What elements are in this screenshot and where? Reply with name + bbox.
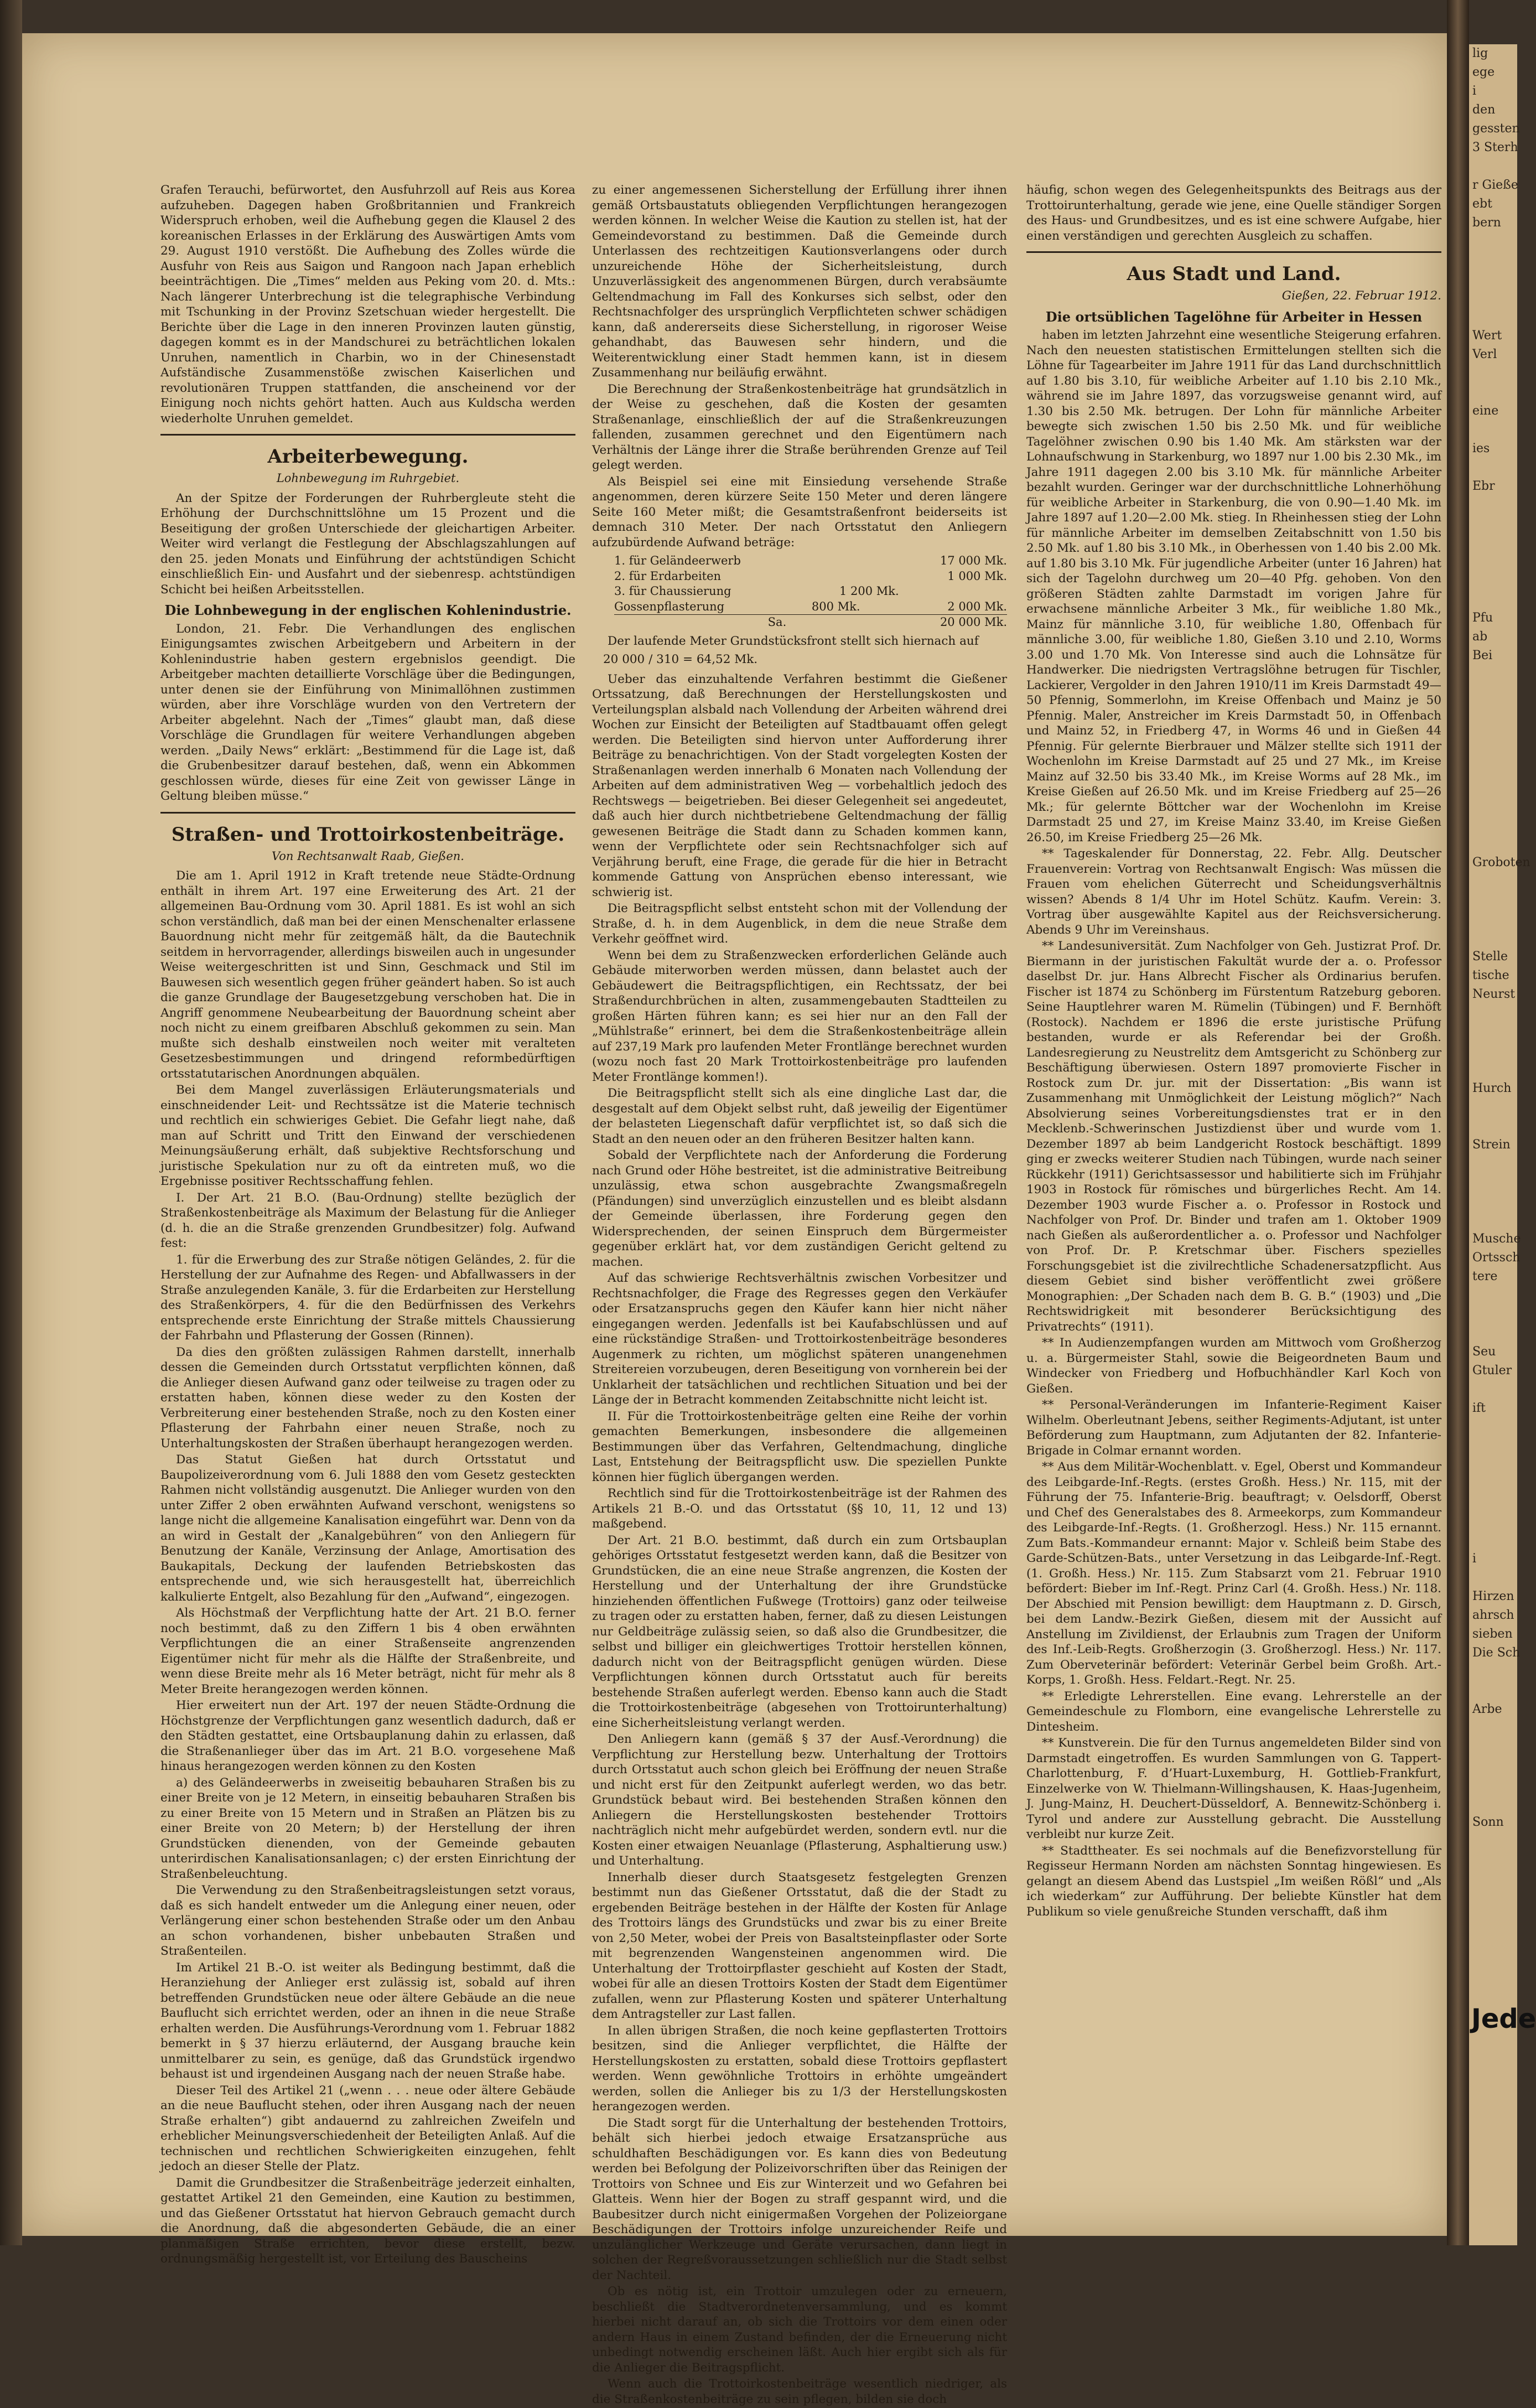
adjacent-page-line (1469, 816, 1517, 835)
paragraph-strassen-9: Im Artikel 21 B.-O. ist weiter als Bedingung bestimmt, daß die Heranziehung der Anlieger erst zulässig ist, sobald auf ihren betreffenden Grundstücken neue oder ältere Gebäude an die neue Bauflucht sich errichtet werden, oder an ihnen in die neue Straße erhalten werden. Die Ausführungs-Verordnung vom 1. Februar 1882 bemerkt in § 37 hierzu erläuternd, der Ausgang brauche kein unmittelbarer zu sein, es genüge, daß das Grundstück irgendwo behaust ist und irgendeinen Ausgang nach der neuen Straße habe. (160, 1960, 575, 2081)
adjacent-page-line: Seu (1472, 1345, 1496, 1359)
paragraph-grenzen: Innerhalb dieser durch Staatsgesetz festgelegten Grenzen bestimmt nun das Gießener Ortsstatut, daß die der Stadt zu ergebenden Beiträge bestehen in der Hälfte der Kosten für Anlage des Trottoirs längs des Grundstücks und zwar bis zu einer Breite von 2,50 Meter, wobei der Preis von Basaltsteinpflaster oder Sorte mit begrenzenden Wangensteinen angenommen wird. Die Unterhaltung der Trottoirpflaster geschieht auf Kosten der Stadt, wobei für alle an diesen Trottoirs Kosten der Stadt dem Eigentümer zufallen, wenn zur Pflasterung Kosten und späterer Unterhaltung dem Antragsteller zur Last fallen. (592, 1870, 1007, 2021)
paragraph-landesuniversitaet: ** Landesuniversität. Zum Nachfolger von Geh. Justizrat Prof. Dr. Biermann in der juristischen Fakultät wurde der a. o. Professor daselbst Dr. jur. Hans Albrecht Fischer als Ordinarius berufen. Fischer ist 1874 zu Schönberg im Fürstentum Ratzeburg geboren. Seine Hauptlehrer waren M. Rümelin (Tübingen) und F. Bernhöft (Rostock). Nachdem er 1896 die erste juristische Prüfung bestanden, wurde er als Referendar bei der Großh. Landesregierung zu Neustrelitz dem Amtsgericht zu Schönberg zur Beschäftigung überwiesen. Ostern 1897 promovierte Fischer in Rostock zum Dr. jur. mit der Dissertation: „Bis wann ist Zusammenhang mit Unmöglichkeit der Leistung möglich?“ Nach Absolvierung seines Vorbereitungsdienstes trat er in den Mecklenb.-Schwerinschen Justizdienst über und wurde vom 1. Dezember 1897 ab beim Landgericht Rostock beschäftigt. 1899 ging er zwecks weiterer Studien nach Tübingen, wurde nach seiner Rückkehr (1911) Gerichtsassessor und habilitierte sich im Frühjahr 1903 in Rostock für römisches und bürgerliches Recht. Am 14. Dezember 1903 wurde Fischer a. o. Professor in Rostock und Nachfolger von Prof. Dr. Binder und trafen am 1. Oktober 1909 nach Gießen als außerordentlicher a. o. Professor und Nachfolger von Prof. Dr. P. Kretschmar über. Fischers spezielles Forschungsgebiet ist die zivilrechtliche Schadenersatzpflicht. Aus diesem Gebiet sind bisher veröffentlicht zwei größere Monographien: „Der Schaden nach dem B. G. B.“ (1903) und „Die Rechtswidrigkeit mit besonderer Berücksichtigung des Privatrechts“ (1911). (1026, 939, 1441, 1334)
paragraph-china-news: Grafen Terauchi, befürwortet, den Ausfuhrzoll auf Reis aus Korea aufzuheben. Dagegen haben Großbritannien und Frankreich Widerspruch erhoben, weil die Aufhebung gegen die Klausel 2 des koreanischen Erlasses in der Erklärung des Auswärtigen Amts vom 29. August 1910 verstößt. Die Aufhebung des Zolles würde die Ausfuhr von Reis aus Saigon und Rangoon nach Japan erheblich beeinträchtigen. Die „Times“ melden aus Peking vom 20. d. Mts.: Nach längerer Unterbrechung ist die telegraphische Verbindung mit Tschunking in der Provinz Szetschuan wieder hergestellt. Die Berichte über die Lage in den inneren Provinzen lauten günstig, dagegen kommt es in der Mandschurei zu beträchtlichen lokalen Unruhen, namentlich in Charbin, wo in der Chinesenstadt Aufständische Zusammenstöße zwischen Kaiserlichen und revolutionären Truppen stattfanden, die anscheinend vor der Einigung noch nichts gehört hatten. Auch aus Kuldscha werden wiederholte Unruhen gemeldet. (160, 183, 575, 426)
paragraph-strassen-7: Hier erweitert nun der Art. 197 der neuen Städte-Ordnung die Höchstgrenze der Verpflichtungen ganz wesentlich dadurch, daß er den Städten gestattet, eine Ortsbauplanung dahin zu erlassen, daß die Straßenanlieger über das im Art. 21 B.O. vorgesehene Maß hinaus herangezogen werden können zu den Kosten (160, 1698, 575, 1773)
adjacent-page-line (1469, 1117, 1517, 1136)
adjacent-page-line: Wert (1472, 329, 1502, 343)
paragraph-beispiel: Als Beispiel sei eine mit Einsiedung versehende Straße angenommen, deren kürzere Seite 150 Meter und deren längere Seite 160 Meter mißt; die Gesamtstraßenfront beiderseits ist demnach 310 Meter. Der nach Ortsstatut den Anliegern aufzubürdende Aufwand beträge: (592, 474, 1007, 550)
adjacent-page-line (1469, 1098, 1517, 1117)
paragraph-kaution: zu einer angemessenen Sicherstellung der Erfüllung ihrer ihnen gemäß Ortsbaustatuts obliegenden Verpflichtungen herangezogen werden können. In welcher Weise die Kaution zu stellen ist, hat der Gemeindevorstand zu bestimmen. Daß die Gemeinde durch Unterlassen des rechtzeitigen Kautionsverlangens oder durch unzureichende Höhe der Sicherheitsleistung, durch Unzuverlässigkeit des angenommenen Bürgen, durch verabsäumte Geltendmachung im Fall des Konkurses sich selbst, oder den Rechtsnachfolger des ursprünglich Verpflichteten schwer schädigen kann, daß andererseits diese Sicherstellung, in rigoroser Weise gehandhabt, das Bauwesen sehr hindern, und die Weiterentwicklung einer Stadt hemmen kann, ist in diesem Zusammenhang nur beiläufig erwähnt. (592, 183, 1007, 380)
adjacent-page-line: Musche (1472, 1232, 1521, 1246)
adjacent-page-line: Ortssch (1472, 1251, 1521, 1265)
adjacent-page-line: ift (1472, 1401, 1486, 1415)
adjacent-page-line (1469, 1888, 1517, 1907)
adjacent-page-line: Ebr (1472, 479, 1495, 493)
adjacent-page-line (1469, 1512, 1517, 1531)
cost-value: 17 000 Mk. (940, 554, 1007, 567)
cost-total: 20 000 Mk. (940, 615, 1007, 629)
paragraph-strassen-1: Die am 1. April 1912 in Kraft tretende neue Städte-Ordnung enthält in ihrem Art. 197 eine Erweiterung des Art. 21 der allgemeinen Bau-Ordnung vom 30. April 1881. Es ist wohl an sich schon verständlich, daß man bei der einen Menschenalter erlassene Bauordnung nicht mehr für zeitgemäß hält, da die Bautechnik seitdem in hervorragender, allerdings bisweilen auch in ungesunder Weise weitergeschritten ist und Sinn, Geschmack und Stil im Bauwesen sich wesentlich gegen früher geändert haben. So ist auch die ganze Grundlage der Baugesetzgebung verschoben hat. Die in Angriff genommene Neubearbeitung der Bauordnung scheint aber noch nicht zu einem greifbaren Abschluß gekommen zu sein. Man mußte sich deshalb einstweilen noch weiter mit veralteten Gesetzesbestimmungen und dringend reformbedürftigen ortsstatutarischen Anordnungen abquälen. (160, 869, 575, 1081)
adjacent-page-line (1469, 571, 1517, 590)
paragraph-personal: ** Personal-Veränderungen im Infanterie-Regiment Kaiser Wilhelm. Oberleutnant Jebens, seither Regiments-Adjutant, ist unter Beförderung zum Hauptmann, zum Adjutanten der 82. Infanterie-Brigade in Colmar ernannt worden. (1026, 1398, 1441, 1458)
cost-label: 3. für Chaussierung (614, 584, 731, 598)
adjacent-page-line (1469, 1493, 1517, 1512)
adjacent-page-line: ab (1472, 630, 1488, 644)
adjacent-page-line (1469, 1456, 1517, 1474)
adjacent-page-line (1469, 1380, 1517, 1399)
adjacent-page-line (1469, 1474, 1517, 1493)
subheading-ruhrgebiet: Lohnbewegung im Ruhrgebiet. (276, 472, 460, 485)
paragraph-militaer: ** Aus dem Militär-Wochenblatt. v. Egel, Oberst und Kommandeur des Leibgarde-Inf.-Regts. (erstes Großh. Hess.) Nr. 115, mit der Führung der 75. Infanterie-Brig. beauftragt; v. Oelsdorff, Oberst und Chef des Generalstabes des 8. Armeekorps, zum Kommandeur des Leibgarde-Inf.-Regts. (1. Großherzogl. Hess.) Nr. 115 ernannt. Zum Bats.-Kommandeur ernannt: Major v. Schleiß beim Stabe des Garde-Schützen-Bats., unter Versetzung in das Leibgarde-Inf.-Regt. (1. Großh. Hess.) Nr. 115. Zum Stabsarzt vom 21. Februar 1910 befördert: Bieber im Inf.-Regt. Prinz Carl (4. Großh. Hess.) Nr. 118. Der Abschied mit Pension bewilligt: dem Hauptmann z. D. Girsch, bei dem Landw.-Bezirk Gießen, diesem mit der Aussicht auf Anstellung im Zivildienst, der Erlaubnis zum Tragen der Uniform des Inf.-Leib-Regts. Großherzogin (3. Großherzogl. Hess.) Nr. 117. Zum Oberveterinär befördert: Veterinär Gerbel beim Großh. Art.-Korps, 1. Großh. Hess. Feldart.-Regt. Nr. 25. (1026, 1460, 1441, 1687)
list-strassen-costs: 1. für die Erwerbung des zur Straße nötigen Geländes, 2. für die Herstellung der zur Aufnahme des Regen- und Abfallwassers in der Straße anzulegenden Kanäle, 3. für die Erdarbeiten zur Herstellung des Straßenkörpers, 4. für die den Bedürfnissen des Verkehrs entsprechende erste Einrichtung der Straße mittels Chaussierung der Fahrbahn und Pflasterung der Gossen (Rinnen). (160, 1252, 575, 1343)
paragraph-erneuerung: Ob es nötig ist, ein Trottoir umzulegen oder zu erneuern, beschließt die Stadtverordnetenversammlung, und es kommt hierbei nicht darauf an, ob sich die Trottoirs vor dem einen oder andern Haus in einem Zustand befinden, der die Erneuerung nicht unbedingt notwendig erscheinen läßt. Auch hier ergibt sich als für die Anlieger die Beitragspflicht. (592, 2285, 1007, 2375)
adjacent-page-line (1469, 232, 1517, 251)
adjacent-page-line: ege (1472, 65, 1495, 79)
cost-row (614, 614, 1007, 630)
adjacent-page-line: ahrsch (1472, 1608, 1514, 1622)
adjacent-page-line (1469, 1023, 1517, 1042)
cost-label: 1. für Geländeerwerb (614, 554, 741, 567)
subheading-english-coal: Die Lohnbewegung in der englischen Kohlenindustrie. (164, 602, 572, 618)
adjacent-page-line (1469, 308, 1517, 327)
adjacent-page-line: ies (1472, 442, 1490, 455)
dateline: Gießen, 22. Februar 1912. (1281, 289, 1441, 303)
paragraph-berechnung: Die Berechnung der Straßenkostenbeiträge hat grundsätzlich in der Weise zu geschehen, daß die Kosten der gesamten Straßenanlage, einschließlich der auf die Straßenkreuzungen fallenden, zusammen gerechnet und den Eigentümern nach Verhältnis der Länge ihrer die Straße berührenden Grenze auf Teil gelegt werden. (592, 382, 1007, 472)
column-3 (1026, 183, 1441, 1920)
adjacent-page-line: bern (1472, 216, 1501, 230)
paragraph-verfahren: Ueber das einzuhaltende Verfahren bestimmt die Gießener Ortssatzung, daß Berechnungen der Herstellungskosten und Verteilungsplan alsbald nach Vollendung der Arbeiten während drei Wochen zur Einsicht der Beteiligten auf Stadtbauamt offen gelegt werden. Die Beteiligten sind hiervon unter Aufforderung ihrer Beiträge zu benachrichtigen. Von der Stadt vorgelegten Kosten der Straßenanlagen werden innerhalb 6 Monaten nach Vollendung der Arbeiten auf dem administrativen Weg — vorbehaltlich jedoch des Rechtswegs — beigetrieben. Bei dieser Gelegenheit sei angedeutet, daß auch hier durch nichtbetriebene Geltendmachung der fällig gewesenen Beiträge die Stadt dann zu Schaden kommen kann, wenn der Verpflichtete oder sein Rechtsnachfolger sich auf Verjährung beruft, eine Frage, die gerade für die hier in Betracht kommende Gattung von Ansprüchen ebenso interessant, wie schwierig ist. (592, 672, 1007, 899)
adjacent-page-line (1469, 1568, 1517, 1587)
adjacent-page-line: eine (1472, 404, 1499, 418)
adjacent-page-line (1469, 590, 1517, 609)
cost-label: 2. für Erdarbeiten (614, 569, 722, 583)
paragraph-stadttheater: ** Stadttheater. Es sei nochmals auf die Benefizvorstellung für Regisseur Hermann Norden am nächsten Sonntag hingewiesen. Es gelangt an diesem Abend das Lustspiel „Im weißen Rößl“ und „Als ich wiederkam“ zur Aufführung. Der beliebte Künstler hat dem Publikum so viele genußreiche Stunden verschafft, daß ihm (1026, 1843, 1441, 1919)
section-divider (160, 812, 575, 814)
adjacent-page-line: Hurch (1472, 1081, 1512, 1095)
adjacent-page-line (1469, 1286, 1517, 1305)
adjacent-page-line (1469, 891, 1517, 910)
adjacent-page-line (1469, 157, 1517, 176)
adjacent-page-line (1469, 383, 1517, 402)
adjacent-page-line (1469, 1173, 1517, 1192)
adjacent-page-line (1469, 797, 1517, 816)
adjacent-page-line (1469, 1305, 1517, 1324)
adjacent-page-line: Arbe (1472, 1702, 1502, 1716)
adjacent-page-line (1469, 778, 1517, 797)
paragraph-lehrerstellen: ** Erledigte Lehrerstellen. Eine evang. Lehrerstelle an der Gemeindeschule zu Flomborn, eine evangelische Lehrerstelle zu Dintesheim. (1026, 1689, 1441, 1734)
adjacent-page-line: Groboten (1472, 856, 1530, 869)
paragraph-ruhr-demands: An der Spitze der Forderungen der Ruhrbergleute steht die Erhöhung der Durchschnittslöhne um 15 Prozent und die Beseitigung der großen Unterschiede der gleichartigen Arbeiter. Weiter wird verlangt die Festlegung der Abschlagszahlungen auf den 25. jeden Monats und Einführung der achtstündigen Schicht einschließlich Ein- und Ausfahrt und der siebenresp. achtstündigen Schicht bei heißen Arbeitsstellen. (160, 491, 575, 597)
paragraph-strassen-10: Dieser Teil des Artikel 21 („wenn . . . neue oder ältere Gebäude an die neue Bauflucht stehen, oder ihren Ausgang nach der neuen Straße erhalten“) gibt andauernd zu zahlreichen Zweifeln und erheblicher Meinungsverschiedenheit der Beteiligten Anlaß. Auf die technischen und rechtlichen Schwierigkeiten einzugehen, fehlt jedoch an dieser Stelle der Platz. (160, 2083, 575, 2173)
adjacent-page-line: i (1472, 84, 1477, 98)
adjacent-page-line: gessten (1472, 122, 1520, 136)
adjacent-page-line (1469, 1004, 1517, 1023)
cost-value: 1 000 Mk. (947, 569, 1007, 583)
adjacent-page-line: sieben (1472, 1627, 1513, 1641)
adjacent-page-line (1469, 1851, 1517, 1870)
paragraph-strassen-11: Damit die Grundbesitzer die Straßenbeiträge jederzeit einhalten, gestattet Artikel 21 den Gemeinden, eine Kaution zu bestimmen, und das Gießener Ortsstatut hat hiervon Gebrauch gemacht durch die Anordnung, daß die abgesonderten Gebäude, die an einer planmäßigen Straße errichten, bevor diese erstellt, bezw. ordnungsmäßig hergestellt ist, vor Erteilung des Bauscheins (160, 2176, 575, 2266)
cost-row (614, 599, 1007, 615)
adjacent-page-line (1469, 421, 1517, 439)
adjacent-page-line: tische (1472, 969, 1509, 982)
adjacent-page-line: den (1472, 103, 1496, 117)
adjacent-page-line (1469, 1437, 1517, 1456)
cost-subtotal: Sa. (767, 615, 787, 629)
adjacent-page-line (1469, 496, 1517, 515)
section-divider (1026, 251, 1441, 253)
adjacent-page-line (1469, 1794, 1517, 1813)
adjacent-page-line: Bei (1472, 649, 1493, 662)
paragraph-meter: Der laufende Meter Grundstücksfront stellt sich hiernach auf (608, 634, 979, 648)
paragraph-art21: Der Art. 21 B.O. bestimmt, daß durch ein zum Ortsbauplan gehöriges Ortsstatut festgesetzt werden kann, daß die Besitzer von Grundstücken, die an eine neue Straße angrenzen, die Kosten der Herstellung und der Unterhaltung der ihre Grundstücke hinziehenden öffentlichen Fußwege (Trottoirs) ganz oder teilweise zu tragen oder zu erstatten haben, ferner, daß zu diesen Leistungen nur Geldbeiträge zulässig seien, so daß also die Grundbesitzer, die selbst und billiger ein gleichwertiges Trottoir herstellen können, dadurch nicht von der Beitragspflicht genügen würden. Diese Verpflichtungen können durch Ortsstatut auch für bereits bestehende Straßen auferlegt werden. Ebenso kann auch die Stadt die Trottoirkostenbeiträge (abgesehen von Trottoirunterhaltung) eine Sicherheitsleistung verlangt werden. (592, 1533, 1007, 1730)
adjacent-page-line: Verl (1472, 348, 1497, 361)
adjacent-page-line (1469, 364, 1517, 383)
paragraph-strassen-3: I. Der Art. 21 B.O. (Bau-Ordnung) stellte bezüglich der Straßenkostenbeiträge als Maximum der Belastung für die Anlieger (d. h. die an die Straße grenzenden Grundbesitzer) folg. Aufwand fest: (160, 1190, 575, 1250)
byline-raab: Von Rechtsanwalt Raab, Gießen. (272, 849, 464, 863)
adjacent-page-line (1469, 759, 1517, 778)
paragraph-strassen-8: Die Verwendung zu den Straßenbeitragsleistungen setzt voraus, daß es sich handelt entweder um die Anlegung einer neuen, oder Verlängerung einer schon bestehenden Straße oder um den Anbau an schon vorhandenen, bisher unbebauten Straßen und Straßenteilen. (160, 1883, 575, 1958)
adjacent-page-line (1469, 1060, 1517, 1079)
adjacent-page-line (1469, 1418, 1517, 1437)
heading-arbeiterbewegung: Arbeiterbewegung. (267, 446, 469, 468)
adjacent-page-line (1469, 929, 1517, 947)
cost-row (614, 553, 1007, 569)
adjacent-page-text (1469, 44, 1530, 1907)
paragraph-strassen-5: Das Statut Gießen hat durch Ortsstatut und Baupolizeiverordnung vom 6. Juli 1888 den vom Gesetz gesteckten Rahmen nicht vollständig ausgenutzt. Die Anlieger wurden von den unter Ziffer 2 oben erwähnten Aufwand verschont, wenigstens so lange nicht die allgemeine Kanalisation eingeführt war. Denn von da an wird in Gestalt der „Kanalgebühren“ von den Anliegern für Benutzung der Kanäle, Verzinsung der Anlage, Amortisation des Baukapitals, Deckung der laufenden Betriebskosten das entsprechende und, wie sich herausgestellt hat, überreichlich kalkulierte Entgelt, also Bezahlung für den „Aufwand“, eingezogen. (160, 1453, 575, 1604)
adjacent-page-line (1469, 835, 1517, 853)
adjacent-page-line (1469, 534, 1517, 552)
paragraph-gebaeude: Wenn bei dem zu Straßenzwecken erforderlichen Gelände auch Gebäude miterworben werden müssen, dann belastet auch der Gebäudewert die Beitragspflichtigen, ein Rechtssatz, der bei Straßendurchbrüchen in alten, zusammengebauten Stadtteilen zu großen Härten führen kann; es sei hier nur an den Fall der „Mühlstraße“ erinnert, bei dem die Straßenkostenbeiträge allein auf 237,19 Mark pro laufenden Meter Frontlänge berechnet wurden (wozu noch fast 20 Mark Trottoirkostenbeiträge pro laufenden Meter Frontlänge kommen!). (592, 948, 1007, 1084)
paragraph-niedriger: Wenn auch die Trottoirkostenbeiträge wesentlich niedriger, als die Straßenkostenbeiträge zu sein pflegen, bilden sie doch (592, 2377, 1007, 2406)
paragraph-tageloehne: haben im letzten Jahrzehnt eine wesentliche Steigerung erfahren. Nach den neuesten statistischen Ermittelungen stellten sich die Löhne für Tagearbeiter im Jahre 1911 für das Land durchschnittlich auf 1.80 bis 3.10, für weibliche Arbeiter auf 1.10 bis 2.10 Mk., während sie im Jahre 1897, das vorzugsweise genannt wird, auf 1.30 bis 2.50 Mk. betrugen. Der Lohn für männliche Arbeiter bewegte sich zwischen 1.50 bis 2.50 Mk. und für weibliche Tagelöhner zwischen 0.90 bis 1.40 Mk. Am stärksten war der Lohnaufschwung in Starkenburg, wo 1897 nur 1.00 bis 2.30 Mk., im Jahre 1911 dagegen 2.00 bis 3.10 Mk. für männliche Arbeiter bezahlt wurden. Geringer war der durchschnittliche Lohnerhöhung für weibliche Arbeiter in Starkenburg, die von 0.90—1.40 Mk. im Jahre 1897 auf 1.20—2.00 Mk. stieg. In Rheinhessen stieg der Lohn für männliche Arbeiter im demselben Zeitabschnitt von 1.50 bis 2.50 Mk. auf 1.80 bis 3.10 Mk., in Oberhessen von 1.40 bis 2.00 Mk. auf 1.80 bis 3.10 Mk. Für jugendliche Arbeiter (unter 16 Jahren) hat sich der Tagelohn durchweg um 20—40 Pfg. gehoben. Von den größeren Städten zahlte Darmstadt im vorigen Jahre für erwachsene männliche Arbeiter 3 Mk., für weibliche 1.80 Mk., Mainz für männliche 3.10, für weibliche 1.80, Offenbach für männliche 3.00, für weibliche 1.80, Gießen 3.10 und 2.10, Worms 3.00 und 1.70 Mk. Von Interesse sind auch die Lohnsätze für Handwerker. Die niedrigsten Vertragslöhne betrugen für Tischler, Lackierer, Vergolder in den Jahren 1910/11 im Kreis Darmstadt 49—50 Pfennig, Sommerlohn, im Kreise Offenbach und Mainz je 50 Pfennig. Maler, Anstreicher im Kreis Darmstadt 50, in Offenbach und Mainz 52, in Friedberg 47, in Worms 46 und in Gießen 44 Pfennig. Für gelernte Bierbrauer und Mälzer stellte sich 1911 der Wochenlohn im Kreise Darmstadt auf 25 und 27 Mk., im Kreise Mainz auf 32.50 bis 33.40 Mk., im Kreise Worms auf 28 Mk., im Kreise Gießen auf 26.50 Mk. und im Kreise Friedberg auf 25—26 Mk.; für gelernte Böttcher war der Wochenlohn im Kreise Darmstadt 25 und 27, im Kreise Mainz 33.40, im Kreise Gießen 26.50, im Kreise Friedberg 25—26 Mk. (1026, 328, 1441, 845)
book-binding-left (0, 0, 22, 2245)
adjacent-page-fragment (1469, 44, 1536, 2245)
paragraph-dingliche-last: Die Beitragspflicht stellt sich als eine dingliche Last dar, die desgestalt auf dem Objekt selbst ruht, daß jeweilig der Eigentümer der belasteten Liegenschaft dafür verpflichtet ist, so daß sich die Stadt an den neuen oder an den früheren Besitzer halten kann. (592, 1086, 1007, 1146)
cost-subtotal: 800 Mk. (811, 599, 860, 613)
adjacent-page-line: ebt (1472, 197, 1492, 211)
paragraph-anlieger: Den Anliegern kann (gemäß § 37 der Ausf.-Verordnung) die Verpflichtung zur Herstellung bezw. Unterhaltung der Trottoirs durch Ortsstatut auch schon gleich bei Eröffnung der neuen Straße und nicht erst für den Zeitpunkt auferlegt werden, wo das betr. Grundstück bebaut wird. Bei bestehenden Straßen können den Anliegern die Herstellungskosten bestehender Trottoirs nachträglich nicht mehr aufgebürdet werden, sondern evtl. nur die Kosten einer etwaigen Neuanlage (Pflasterung, Asphaltierung usw.) und Unterhaltung. (592, 1732, 1007, 1868)
paragraph-uebrige-strassen: In allen übrigen Straßen, die noch keine gepflasterten Trottoirs besitzen, sind die Anlieger verpflichtet, die Hälfte der Herstellungskosten zu erstatten, sobald diese Trottoirs gepflastert werden. Wenn gewöhnliche Trottoirs in erhöhte umgeändert werden, sollen die Anlieger bis zu 1/3 der Herstellungskosten herangezogen werden. (592, 2023, 1007, 2114)
adjacent-page-line (1469, 740, 1517, 759)
adjacent-page-line (1469, 1663, 1517, 1681)
paragraph-strassen-6: Als Höchstmaß der Verpflichtung hatte der Art. 21 B.O. ferner noch bestimmt, daß zu den Ziffern 1 bis 4 oben erwähnten Verpflichtungen die an einer Straßenseite angrenzenden Eigentümer nicht für mehr als die Hälfte der Straßenbreite, und wenn diese Breite mehr als 16 Meter beträgt, nicht für mehr als 8 Meter Breite herangezogen werden können. (160, 1606, 575, 1696)
adjacent-page-line: Stelle (1472, 950, 1508, 964)
paragraph-kunstverein: ** Kunstverein. Die für den Turnus angemeldeten Bilder sind von Darmstadt eingetroffen. Es wurden Sammlungen von G. Tappert-Charlottenburg, F. d’Huart-Luxemburg, H. Gottlieb-Frankfurt, Einzelwerke von W. Thielmann-Willingshausen, K. Haas-Jugenheim, J. Jung-Mainz, H. Deuchert-Düsseldorf, A. Bennewitz-Schönberg i. Tyrol und andere zur Ausstellung gebracht. Die Ausstellung verbleibt nur kurze Zeit. (1026, 1736, 1441, 1841)
adjacent-page-line (1469, 251, 1517, 270)
adjacent-page-banner: Jede (1471, 2003, 1536, 2034)
adjacent-page-line: Die Sch (1472, 1646, 1521, 1660)
paragraph-beitragspflicht: Die Beitragspflicht selbst entsteht schon mit der Vollendung der Straße, d. h. in dem Augenblick, in dem die neue Straße dem Verkehr geöffnet wird. (592, 902, 1007, 946)
adjacent-page-line (1469, 270, 1517, 289)
adjacent-page-line: Sonn (1472, 1815, 1504, 1829)
cost-calculation (614, 553, 1007, 630)
paragraph-strassen-4: Da dies den größten zulässigen Rahmen darstellt, innerhalb dessen die Gemeinden durch Ortsstatut verpflichten können, daß die Anlieger diesen Aufwand ganz oder teilweise zu tragen oder zu erstatten haben, können diese weder zu den Kosten der Verbreiterung einer bestehenden Straße, noch zu den Kosten einer Pflasterung der Fahrbahn einer neuen Straße, noch zu Unterhaltungskosten der Straßen überhaupt herangezogen werden. (160, 1345, 575, 1451)
cost-subtotal: 1 200 Mk. (839, 584, 899, 598)
paragraph-london-talks: London, 21. Febr. Die Verhandlungen des englischen Einigungsamtes zwischen Arbeitgebern und Arbeitern in der Kohlenindustrie haben gestern ergebnislos geendigt. Die Arbeitgeber machten detaillierte Vorschläge über die Bedingungen, unter denen sie der Einführung von Minimallöhnen zustimmen würden, aber ihre Vorschläge wurden von den Vertretern der Arbeiter abgelehnt. Nach der „Times“ glaubt man, daß diese Vorschläge die Grundlagen für weitere Verhandlungen abgeben werden. „Daily News“ erklärt: „Bestimmend für die Lage ist, daß die Grubenbesitzer darauf bestehen, daß, wenn ein Abkommen geschlossen würde, dieses für eine Zeit von gewisser Länge in Geltung bleiben müsse.“ (160, 622, 575, 803)
paragraph-bestreitung: Sobald der Verpflichtete nach der Anforderung die Forderung nach Grund oder Höhe bestreitet, ist die administrative Beitreibung unzulässig, etwa schon ausgebrachte Zwangsmaßregeln (Pfändungen) sind unverzüglich einzustellen und es bleibt alsdann der Gemeinde überlassen, ihre Forderung gegen den Widersprechenden, der seinen Einspruch dem Bürgermeister gegenüber erklärt hat, vor dem zuständigen Gericht geltend zu machen. (592, 1148, 1007, 1269)
adjacent-page-line (1469, 1192, 1517, 1211)
adjacent-page-line (1469, 1870, 1517, 1888)
adjacent-page-line: Gtuler (1472, 1364, 1512, 1378)
adjacent-page-line (1469, 1757, 1517, 1775)
list-strassen-abc: a) des Geländeerwerbs in zweiseitig bebauharen Straßen bis zu einer Breite von je 12 Metern, in einseitig bebauharen Straßen bis zu einer Breite von 15 Metern und in Straßen an Plätzen bis zu einer Breite von 20 Metern; b) der Herstellung der ihren Grundstücken dienenden, von der Gemeinde gebauten unterirdischen Kanalisationsanlagen; c) der ersten Einrichtung der Straßenbeleuchtung. (160, 1775, 575, 1881)
book-gutter (1447, 0, 1469, 2245)
adjacent-page-line (1469, 1211, 1517, 1230)
heading-tageloehne: Die ortsüblichen Tagelöhne für Arbeiter in Hessen (1045, 308, 1423, 325)
adjacent-page-line (1469, 1681, 1517, 1700)
adjacent-page-line (1469, 910, 1517, 929)
paragraph-audienz: ** In Audienzempfangen wurden am Mittwoch vom Großherzog u. a. Bürgermeister Stahl, sowie die Beigeordneten Baum und Windecker von Friedberg und Hofbuchhändler Karl Koch von Gießen. (1026, 1336, 1441, 1396)
adjacent-page-line (1469, 703, 1517, 722)
adjacent-page-line (1469, 1154, 1517, 1173)
heading-strassen: Straßen- und Trottoirkostenbeiträge. (171, 823, 565, 846)
cost-row (614, 569, 1007, 584)
cost-value: 2 000 Mk. (947, 599, 1007, 613)
fraction-result: 20 000 / 310 = 64,52 Mk. (603, 653, 758, 666)
adjacent-page-line (1469, 1042, 1517, 1060)
adjacent-page-line: Strein (1472, 1138, 1511, 1152)
column-2 (592, 183, 1007, 2408)
adjacent-page-line: Neurst (1472, 987, 1516, 1001)
adjacent-page-line (1469, 665, 1517, 684)
paragraph-trottoir-ii: II. Für die Trottoirkostenbeiträge gelten eine Reihe der vorhin gemachten Bemerkungen, insbesondere die allgemeinen Bestimmungen über das Verfahren, Geltendmachung, dingliche Last, Entstehung der Beitragspflicht usw. Die speziellen Punkte können hier füglich übergangen werden. (592, 1409, 1007, 1484)
heading-aus-stadt-und-land: Aus Stadt und Land. (1127, 263, 1341, 285)
adjacent-page-line (1469, 1832, 1517, 1851)
paragraph-ausgleich: häufig, schon wegen des Gelegenheitspunkts des Beitrags aus der Trottoirunterhaltung, gerade wie jene, eine Quelle ständiger Sorgen des Haus- und Grundbesitzes, und es ist eine schwere Aufgabe, hier einen verständigen und gerechten Ausgleich zu schaffen. (1026, 183, 1441, 243)
column-1 (160, 183, 575, 2268)
section-divider (160, 434, 575, 436)
adjacent-page-line (1469, 552, 1517, 571)
adjacent-page-line (1469, 684, 1517, 703)
adjacent-page-line (1469, 1324, 1517, 1343)
adjacent-page-line (1469, 722, 1517, 740)
adjacent-page-line (1469, 1719, 1517, 1738)
adjacent-page-line (1469, 1738, 1517, 1757)
adjacent-page-line (1469, 872, 1517, 891)
paragraph-rechtsverhaeltnis: Auf das schwierige Rechtsverhältnis zwischen Vorbesitzer und Rechtsnachfolger, die Frage des Regresses gegen den Verkäufer oder Ersatzanspruchs gegen den Käufer kann hier nicht näher eingegangen werden. Jedenfalls ist bei Kaufabschlüssen und auf eine rückständige Straßen- und Trottoirkostenbeiträge besonderes Augenmerk zu richten, um möglichst späteren unangenehmen Streitereien vorzubeugen, deren Beseitigung von vornherein bei der Unklarheit der tatsächlichen und rechtlichen Situation und bei der Länge der in Betracht kommenden Zeitabschnitte nicht leicht ist. (592, 1271, 1007, 1407)
adjacent-page-line: lig (1472, 46, 1488, 60)
adjacent-page-line: tere (1472, 1270, 1498, 1283)
adjacent-page-line: i (1472, 1552, 1477, 1566)
adjacent-page-line (1469, 1531, 1517, 1550)
paragraph-unterhaltung: Die Stadt sorgt für die Unterhaltung der bestehenden Trottoirs, behält sich hierbei jedoch etwaige Ersatzansprüche aus schuldhaften Beschädigungen vor. Es kann dies von Bedeutung werden bei Befolgung der Polizeivorschriften über das Reinigen der Trottoirs von Schnee und Eis zur Winterzeit und wo Gefahren bei Glatteis. Wenn hier der Bogen zu straff gespannt wird, und die Baubesitzer durch nicht einigermaßen Vorgehen der Polizeiorgane Beschädigungen der Trottoirs infolge unzureichender Reife und unzulänglicher Werkzeuge und Geräte verursachen, dann liegt in solchen der Regreßvoraussetzungen schließlich nur die Stadt selbst der Nachteil. (592, 2116, 1007, 2282)
cost-row (614, 584, 1007, 599)
cost-label: Gossenpflasterung (614, 599, 725, 613)
adjacent-page-line (1469, 1775, 1517, 1794)
newspaper-page (22, 33, 1447, 2406)
adjacent-page-line: r Gieße (1472, 178, 1518, 192)
adjacent-page-line (1469, 458, 1517, 477)
adjacent-page-line: Pfu (1472, 611, 1493, 625)
adjacent-page-line: 3 Sterh (1472, 141, 1518, 154)
adjacent-page-line: Hirzen (1472, 1589, 1514, 1603)
paragraph-trottoir-rahmen: Rechtlich sind für die Trottoirkostenbeiträge ist der Rahmen des Artikels 21 B.-O. und das Ortsstatut (§§ 10, 11, 12 und 13) maßgebend. (592, 1487, 1007, 1531)
paragraph-tageskalender: ** Tageskalender für Donnerstag, 22. Febr. Allg. Deutscher Frauenverein: Vortrag von Rechtsanwalt Engisch: Was müssen die Frauen vom ehelichen Güterrecht und Scheidungsverhältnis wissen? Abends 8 1/4 Uhr im Hotel Schütz. Kaufm. Verein: 3. Vortrag über ausgewählte Kapitel aus der Reichsversicherung. Abends 9 Uhr im Vereinshaus. (1026, 847, 1441, 937)
paragraph-strassen-2: Bei dem Mangel zuverlässigen Erläuterungsmaterials und einschneidender Leit- und Rechtssätze ist die Materie technisch und rechtlich ein schwieriges Gebiet. Die Gefahr liegt nahe, daß man auf Schritt und Tritt den Einwand der verschiedenen Meinungsäußerung erhält, daß subjektive Rechtsforschung und juristische Spekulation nur zu oft da eintreten muß, wo die Ergebnisse positiver Rechtsschaffung fehlen. (160, 1083, 575, 1188)
adjacent-page-line (1469, 515, 1517, 534)
adjacent-page-line (1469, 289, 1517, 308)
